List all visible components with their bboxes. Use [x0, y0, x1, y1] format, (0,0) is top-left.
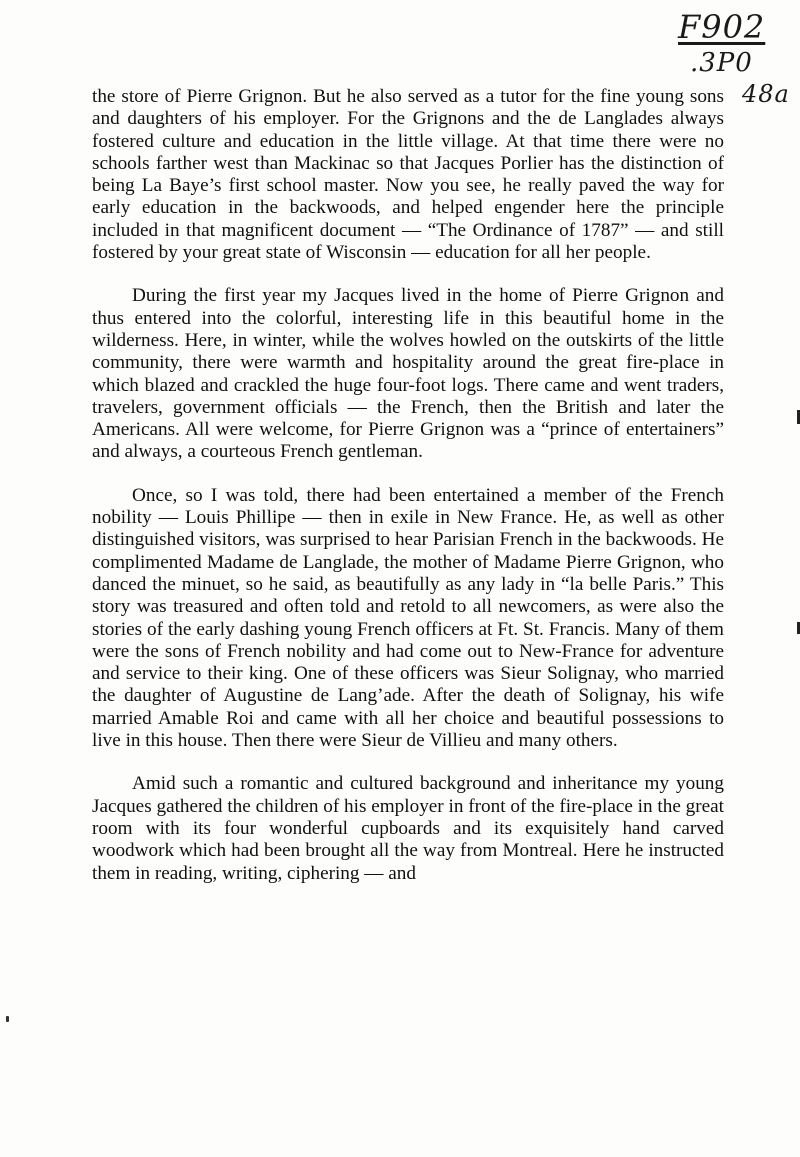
handwritten-page-mark: 48a — [742, 80, 790, 108]
paragraph-3: Once, so I was told, there had been entertained a member of the French nobility — Louis Phillipe — then in exile in New France. He, as well as other distinguished visitors, was surprised to hear Parisian French in the backwoods. He complimented Madame de Langlade, the mother of Madame Pierre Grignon, who danced the minuet, so he said, as beautifully as any lady in “la belle Paris.” This story was treasured and often told and retold to all newcomers, as were also the stories of the early dashing young French officers at Ft. St. Francis. Many of them were the sons of French nobility and had come out to New-France for adventure and service to their king. One of these officers was Sieur Solignay, who married the daughter of Augustine de Lang’ade. After the death of Solignay, his wife married Amable Roi and came with all her choice and beautiful possessions to live in this house. Then there were Sieur de Villieu and many others. — [92, 484, 724, 752]
paragraph-4: Amid such a romantic and cultured background and inheritance my young Jacques gathered the children of his employer in front of the fire-place in the great room with its four wonderful cupboards and its exquisitely hand carved woodwork which had been brought all the way from Montreal. Here he instructed them in reading, writing, ciphering — and — [92, 773, 724, 884]
paragraph-1: the store of Pierre Grignon. But he also served as a tutor for the fine young sons and daughters of his employer. For the Grignons and the de Langlades always fostered culture and education in the little village. At that time there were no schools farther west than Mackinac so that Jacques Porlier has the distinction of being La Baye’s first school master. Now you see, he really paved the way for early education in the backwoods, and helped engender here the principle included in that magnificent document — “The Ordinance of 1787” — and still fostered by your great state of Wisconsin — education for all her people. — [92, 86, 724, 264]
handwritten-call-number: F902 — [678, 8, 766, 46]
paragraph-2: During the first year my Jacques lived in the home of Pierre Grignon and thus entered into the colorful, interesting life in this beautiful home in the wilderness. Here, in winter, while the wolves howled on the outskirts of the little community, there were warmth and hospitality around the great fire-place in which blazed and crackled the huge four-foot logs. There came and went traders, travelers, government officials — the French, then the British and later the Americans. All were welcome, for Pierre Grignon was a “prince of entertainers” and always, a courteous French gentleman. — [92, 285, 724, 463]
margin-speck — [6, 1016, 9, 1022]
handwritten-call-number-suffix: .3P0 — [690, 48, 753, 78]
body-text — [92, 86, 724, 885]
